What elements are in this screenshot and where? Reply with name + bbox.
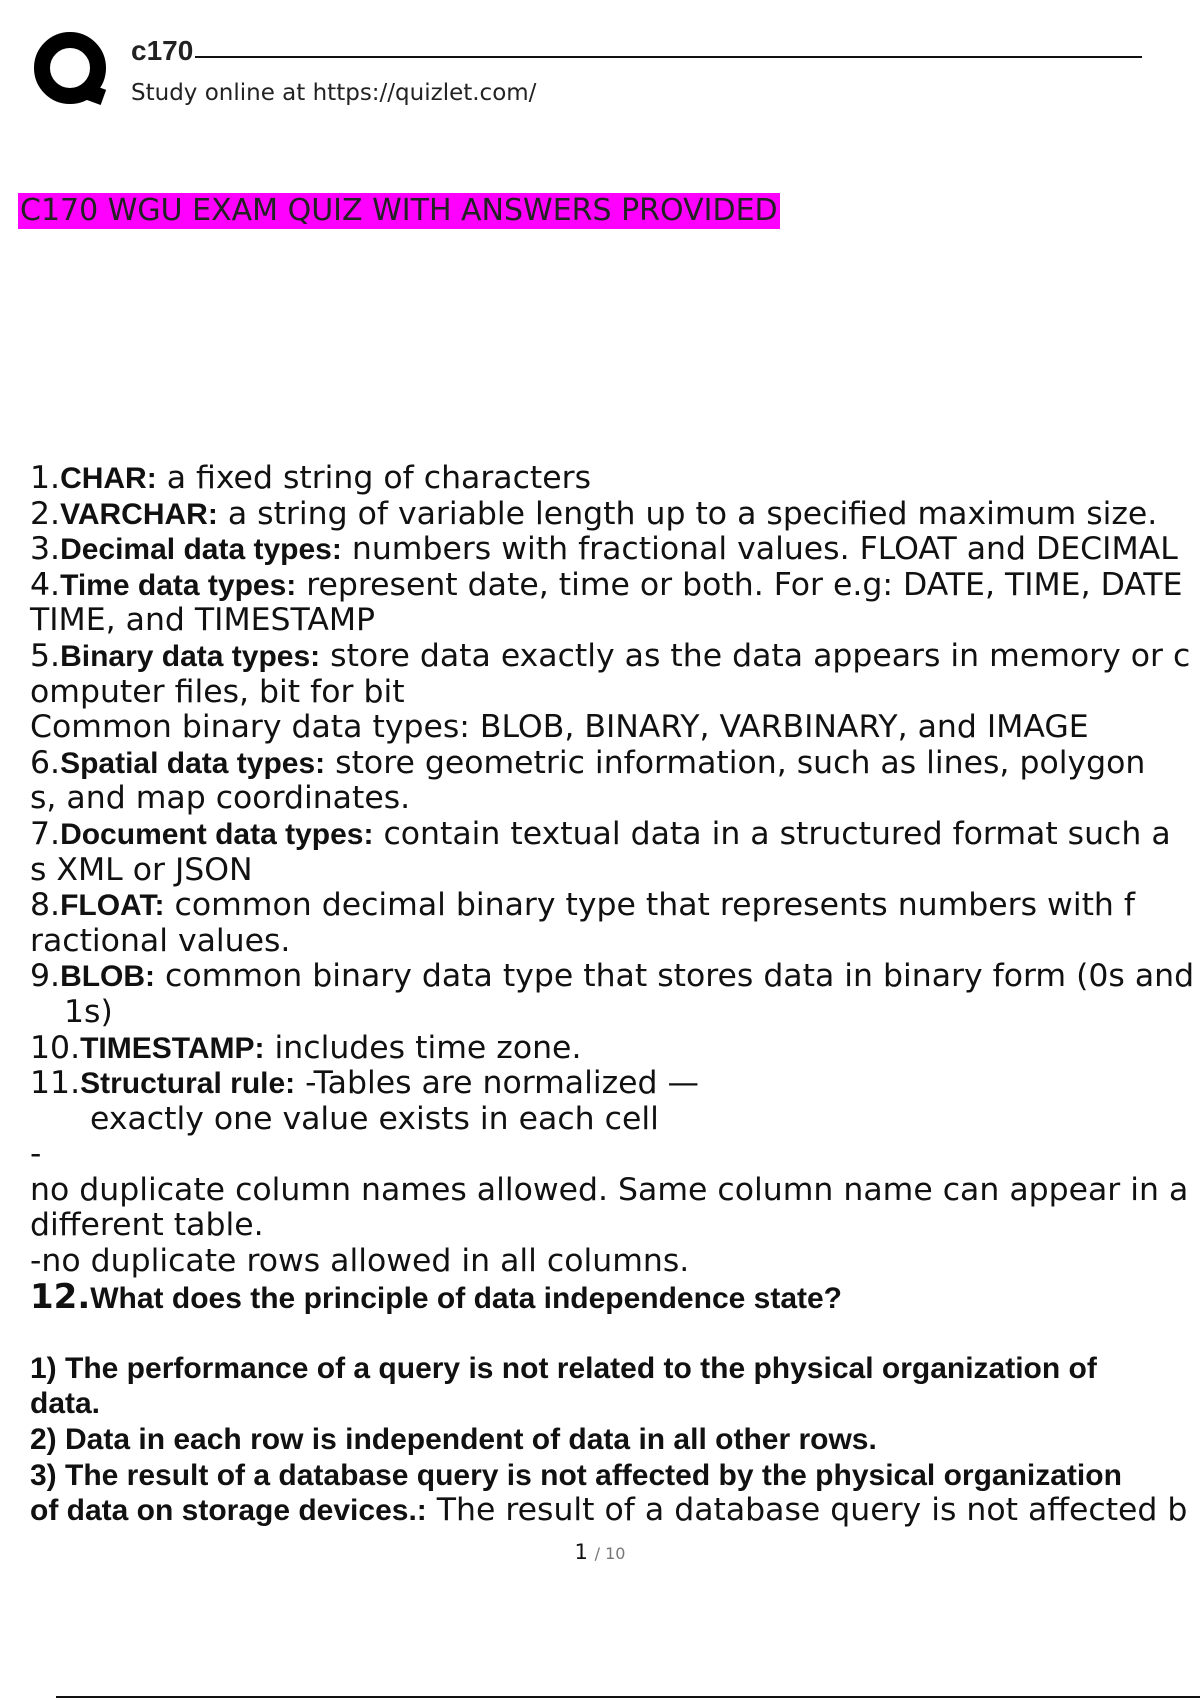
- item-number: 1.: [30, 460, 61, 496]
- answer-option: [30, 1386, 1200, 1422]
- answer-text: The result of a database query is not affected b: [426, 1492, 1188, 1529]
- item-text: includes time zone.: [264, 1029, 582, 1066]
- list-item: [30, 1137, 1200, 1173]
- list-item: [30, 1066, 1200, 1102]
- item-text: store geometric information, such as lines, polygon: [325, 744, 1146, 781]
- item-text: -: [30, 1136, 42, 1173]
- list-item: [30, 817, 1200, 853]
- item-term: BLOB:: [60, 960, 156, 994]
- item-text: contain textual data in a structured format such a: [373, 815, 1171, 852]
- page-total: / 10: [594, 1544, 626, 1563]
- document-title: c170: [131, 35, 194, 66]
- item-term: VARCHAR:: [60, 497, 218, 531]
- item-number: 8.: [30, 887, 61, 924]
- item-text: a fixed string of characters: [156, 460, 592, 496]
- list-item: [30, 781, 1200, 817]
- footer-rule: [56, 1696, 1200, 1698]
- list-item: [30, 639, 1200, 675]
- item-text: -Tables are normalized —: [295, 1065, 700, 1102]
- item-term: TIMESTAMP:: [80, 1031, 265, 1065]
- answer-option-text: 1) The performance of a query is not related to the physical organization of: [30, 1351, 1097, 1385]
- answer-option-text: 2) Data in each row is independent of data in all other rows.: [30, 1423, 877, 1457]
- item-text: store data exactly as the data appears in memory or c: [320, 637, 1191, 674]
- list-item: [30, 995, 1200, 1031]
- item-text: s XML or JSON: [30, 851, 253, 888]
- header-rule: [195, 56, 1142, 58]
- item-number: 7.: [30, 815, 61, 852]
- list-item: [30, 675, 1200, 711]
- item-text: ractional values.: [30, 922, 291, 959]
- list-item: [30, 1244, 1200, 1280]
- question-number: 12.: [30, 1276, 91, 1317]
- answer-option: [30, 1458, 1200, 1494]
- spacer: [30, 1315, 1200, 1351]
- list-item: [30, 568, 1200, 604]
- item-text: common binary data type that stores data in binary form (0s and: [155, 958, 1195, 995]
- list-item: [30, 1208, 1200, 1244]
- item-term: Document data types:: [60, 817, 374, 851]
- item-text: common decimal binary type that represents numbers with f: [164, 887, 1135, 924]
- list-item: [30, 924, 1200, 960]
- item-text: 1s): [64, 993, 113, 1030]
- item-number: 5.: [30, 637, 61, 674]
- answer-option-text: data.: [30, 1387, 101, 1421]
- answer-option-text: 3) The result of a database query is not affected by the physical organization: [30, 1458, 1122, 1492]
- quiz-body: [30, 461, 1200, 1529]
- question-text: What does the principle of data independence state?: [90, 1281, 843, 1315]
- item-text: TIME, and TIMESTAMP: [30, 602, 376, 639]
- list-item: [30, 461, 1200, 497]
- item-term: Decimal data types:: [60, 533, 342, 567]
- study-online-line: Study online at https://quizlet.com/: [131, 80, 537, 106]
- list-item: [30, 1031, 1200, 1067]
- list-item: [30, 1102, 1200, 1138]
- item-number: 2.: [30, 495, 61, 532]
- item-number: 6.: [30, 744, 61, 781]
- item-text: omputer files, bit for bit: [30, 673, 405, 710]
- question-12-heading: [30, 1276, 1200, 1317]
- item-text: exactly one value exists in each cell: [90, 1100, 659, 1137]
- list-item: [30, 853, 1200, 889]
- item-term: Spatial data types:: [60, 746, 326, 780]
- quizlet-logo-icon: [30, 30, 112, 112]
- page-number: [0, 1540, 1200, 1564]
- item-number: 11.: [30, 1065, 81, 1102]
- item-text: no duplicate column names allowed. Same column name can appear in a: [30, 1171, 1189, 1208]
- item-term: Binary data types:: [60, 639, 321, 673]
- item-number: 9.: [30, 958, 61, 995]
- answer-term: of data on storage devices.:: [30, 1494, 427, 1528]
- item-term: FLOAT:: [60, 889, 165, 923]
- list-item: [30, 746, 1200, 782]
- item-text: a string of variable length up to a specified maximum size.: [217, 495, 1158, 532]
- item-term: Time data types:: [60, 568, 297, 602]
- list-item: [30, 710, 1200, 746]
- list-item: [30, 532, 1200, 568]
- list-item: [30, 959, 1200, 995]
- list-item: [30, 603, 1200, 639]
- highlighted-banner-title: C170 WGU EXAM QUIZ WITH ANSWERS PROVIDED: [20, 193, 778, 228]
- item-number: 10.: [30, 1029, 81, 1066]
- item-text: -no duplicate rows allowed in all columns.: [30, 1243, 690, 1280]
- item-term: Structural rule:: [80, 1067, 296, 1101]
- item-text: numbers with fractional values. FLOAT and DECIMAL: [341, 531, 1178, 568]
- answer-line: [30, 1493, 1200, 1529]
- page-current: 1: [574, 1540, 588, 1564]
- list-item: [30, 1173, 1200, 1209]
- item-text: represent date, time or both. For e.g: DATE, TIME, DATE: [296, 566, 1183, 603]
- item-text: s, and map coordinates.: [30, 780, 411, 817]
- list-item: [30, 888, 1200, 924]
- answer-option: [30, 1351, 1200, 1387]
- item-number: 4.: [30, 566, 61, 603]
- item-text: Common binary data types: BLOB, BINARY, VARBINARY, and IMAGE: [30, 709, 1089, 746]
- item-term: CHAR:: [60, 462, 157, 495]
- list-item: [30, 497, 1200, 533]
- answer-option: [30, 1422, 1200, 1458]
- item-text: different table.: [30, 1207, 264, 1244]
- item-number: 3.: [30, 531, 61, 568]
